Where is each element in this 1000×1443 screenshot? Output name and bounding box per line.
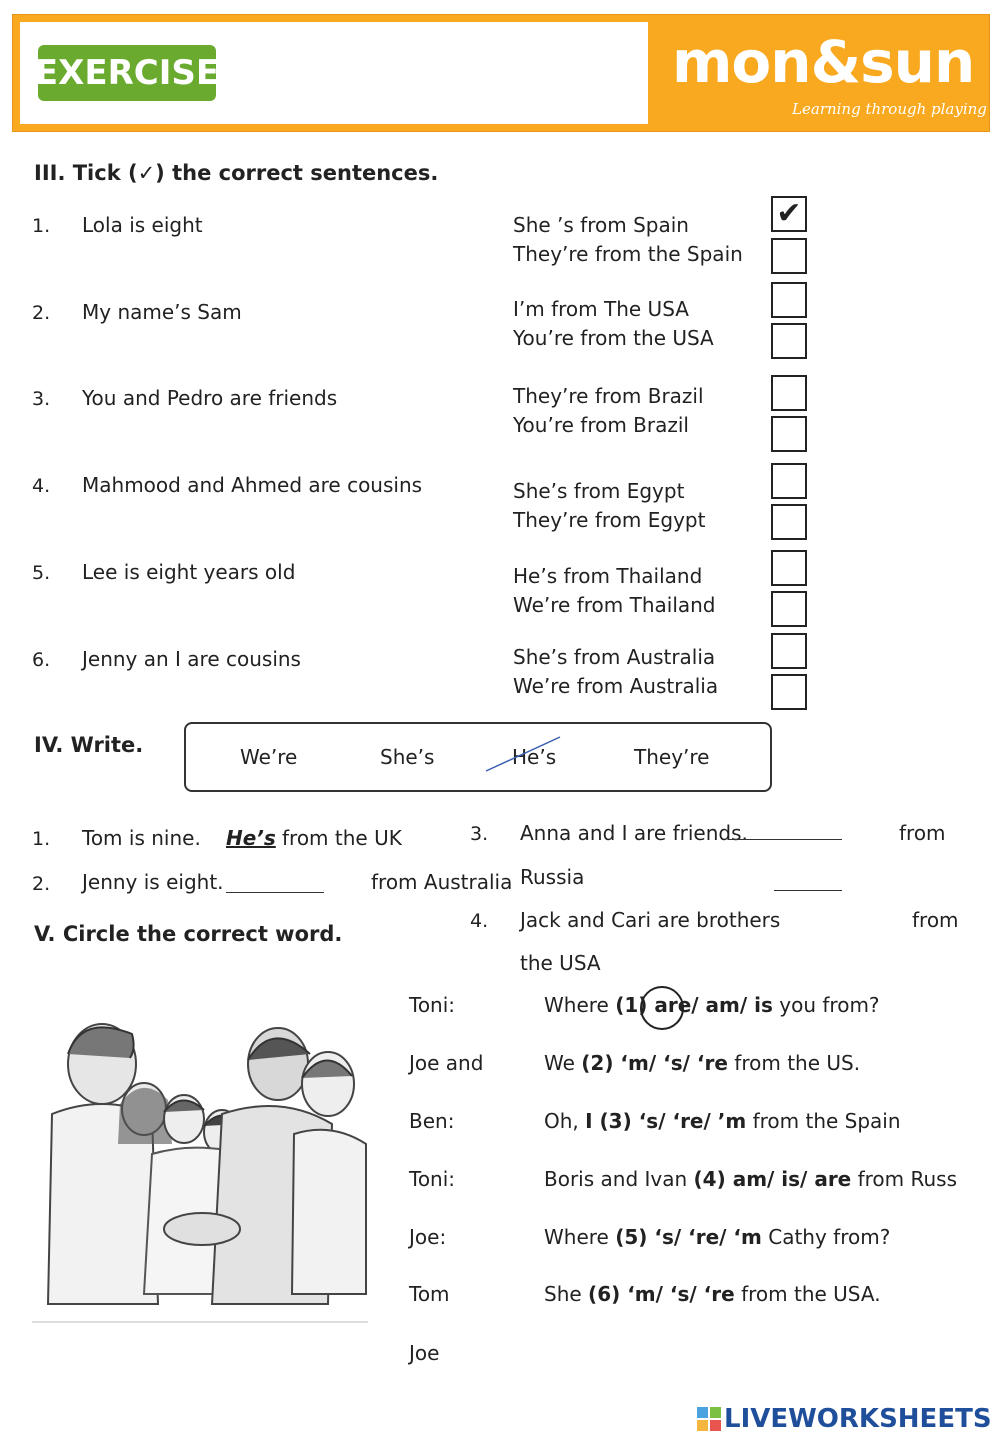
answer-choices[interactable]: (1) are/ am/ is	[615, 993, 773, 1017]
prompt-text: Jenny an I are cousins	[82, 647, 301, 671]
question-text: from	[899, 821, 946, 845]
option-text: You’re from Brazil	[513, 413, 689, 437]
option-text: She’s from Egypt	[513, 479, 685, 503]
dialogue-text: you from?	[772, 993, 880, 1017]
option-text: We’re from Australia	[513, 674, 719, 698]
prompt-text: You and Pedro are friends	[82, 386, 338, 410]
prompt-text: Lola is eight	[82, 213, 203, 237]
answer-choices[interactable]: (5) ‘s/ ‘re/ ‘m	[615, 1225, 762, 1249]
option-text: They’re from Egypt	[513, 508, 706, 532]
tick-checkbox[interactable]	[771, 591, 807, 627]
liveworksheets-wordmark: LIVEWORKSHEETS	[724, 1404, 992, 1434]
question-number: 1.	[32, 215, 51, 237]
liveworksheets-icon	[696, 1406, 722, 1432]
dialogue-text: Where	[544, 993, 616, 1017]
question-text: the USA	[520, 951, 601, 975]
answer-choices[interactable]: I (3) ‘s/ ‘re/ ’m	[585, 1109, 747, 1133]
dialogue-text: Boris and Ivan	[544, 1167, 694, 1191]
tick-checkbox[interactable]	[771, 238, 807, 274]
dialogue-line	[544, 1167, 957, 1191]
answer-field[interactable]	[774, 890, 842, 891]
circle-annotation	[638, 984, 688, 1034]
section4-title: IV. Write.	[34, 733, 144, 757]
tick-checkbox[interactable]	[771, 323, 807, 359]
tick-checkbox[interactable]	[771, 282, 807, 318]
speaker-label: Ben:	[409, 1109, 455, 1133]
prompt-text: My name’s Sam	[82, 300, 242, 324]
question-number: 3.	[470, 823, 489, 845]
prompt-text: Mahmood and Ahmed are cousins	[82, 473, 423, 497]
question-number: 3.	[32, 388, 51, 410]
tick-checkbox[interactable]	[771, 550, 807, 586]
tick-checkbox[interactable]	[771, 375, 807, 411]
prompt-text: Lee is eight years old	[82, 560, 296, 584]
question-text: Russia	[520, 865, 585, 889]
question-text: Jenny is eight.	[82, 870, 224, 894]
speaker-label: Joe:	[409, 1225, 447, 1249]
strike-through-mark	[484, 733, 564, 773]
word-bank-word: She’s	[380, 745, 435, 769]
tick-checkbox[interactable]	[771, 504, 807, 540]
answer-choices[interactable]: (6) ‘m/ ‘s/ ‘re	[588, 1282, 735, 1306]
answer-choices[interactable]: (4) am/ is/ are	[693, 1167, 852, 1191]
dialogue-text: We	[544, 1051, 582, 1075]
dialogue-text: She	[544, 1282, 589, 1306]
answer-field[interactable]	[728, 839, 842, 840]
dialogue-text: from the USA.	[734, 1282, 881, 1306]
tick-checkbox[interactable]	[771, 416, 807, 452]
option-text: We’re from Thailand	[513, 593, 716, 617]
dialogue-line	[544, 1282, 881, 1306]
dialogue-line	[544, 993, 880, 1017]
tick-checkbox[interactable]	[771, 674, 807, 710]
dialogue-text: from the US.	[727, 1051, 861, 1075]
dialogue-text: Where	[544, 1225, 616, 1249]
option-text: She’s from Australia	[513, 645, 716, 669]
section3-title: III. Tick (✓) the correct sentences.	[34, 161, 439, 185]
question-number: 6.	[32, 649, 51, 671]
brand-logo: mon&sun	[672, 28, 975, 96]
option-text: She ’s from Spain	[513, 213, 689, 237]
dialogue-text: from Russ	[851, 1167, 958, 1191]
dialogue-text: from the Spain	[746, 1109, 901, 1133]
section5-title: V. Circle the correct word.	[34, 922, 343, 946]
question-number: 2.	[32, 873, 51, 895]
tick-checkbox[interactable]	[771, 633, 807, 669]
exercise-badge: EXERCISE	[38, 45, 216, 101]
question-text: Jack and Cari are brothers	[520, 908, 781, 932]
word-bank-word: He’s	[512, 745, 557, 769]
option-text: You’re from the USA	[513, 326, 714, 350]
speaker-label: Joe	[409, 1341, 440, 1365]
question-number: 4.	[32, 475, 51, 497]
question-number: 4.	[470, 910, 489, 932]
question-text: from	[912, 908, 959, 932]
children-illustration	[32, 994, 368, 1324]
brand-tagline: Learning through playing	[792, 100, 987, 118]
question-number: 2.	[32, 302, 51, 324]
question-text: Anna and I are friends.	[520, 821, 748, 845]
question-text: from Australia	[371, 870, 513, 894]
dialogue-line	[544, 1225, 890, 1249]
answer-choices[interactable]: (2) ‘m/ ‘s/ ‘re	[581, 1051, 728, 1075]
tick-checkbox[interactable]	[771, 463, 807, 499]
option-text: They’re from Brazil	[513, 384, 704, 408]
liveworksheets-logo	[696, 1404, 992, 1434]
speaker-label: Toni:	[409, 1167, 456, 1191]
option-text: They’re from the Spain	[513, 242, 743, 266]
option-text: He’s from Thailand	[513, 564, 703, 588]
question-number: 1.	[32, 828, 51, 850]
tick-checkbox[interactable]: ✔	[771, 196, 807, 232]
speaker-label: Joe and	[409, 1051, 484, 1075]
dialogue-line	[544, 1051, 860, 1075]
option-text: I’m from The USA	[513, 297, 689, 321]
word-bank-word: They’re	[634, 745, 710, 769]
dialogue-line	[544, 1109, 901, 1133]
speaker-label: Tom	[409, 1282, 450, 1306]
word-bank-word: We’re	[240, 745, 298, 769]
answer-field[interactable]	[226, 892, 324, 893]
dialogue-text: Oh,	[544, 1109, 586, 1133]
answer-field[interactable]: He’s	[226, 826, 276, 850]
question-text: from the UK	[282, 826, 402, 850]
question-number: 5.	[32, 562, 51, 584]
question-text: Tom is nine.	[82, 826, 201, 850]
speaker-label: Toni:	[409, 993, 456, 1017]
dialogue-text: Cathy from?	[761, 1225, 891, 1249]
